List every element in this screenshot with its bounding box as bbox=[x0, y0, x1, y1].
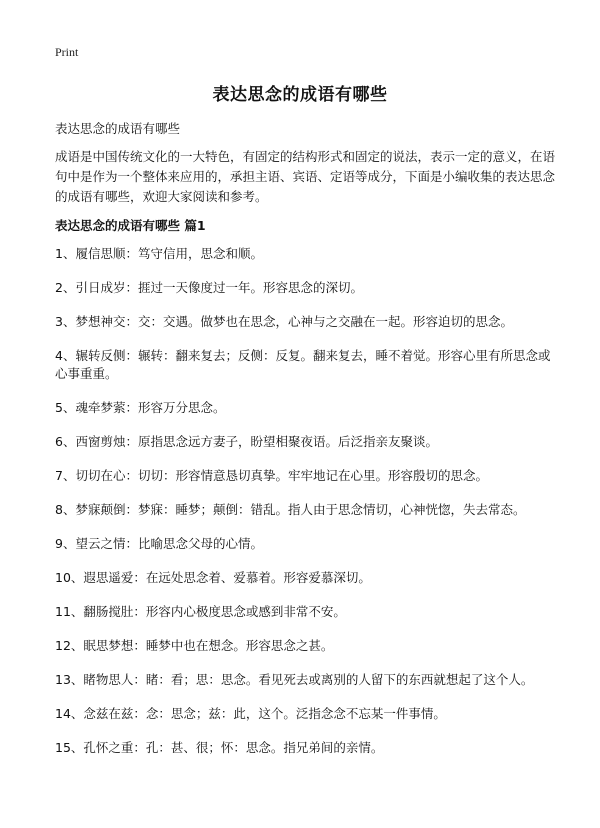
list-item: 5、魂牵梦萦：形容万分思念。 bbox=[55, 400, 226, 415]
list-item: 3、梦想神交：交：交遇。做梦也在思念，心神与之交融在一起。形容迫切的思念。 bbox=[55, 314, 513, 329]
subtitle: 表达思念的成语有哪些 bbox=[55, 121, 181, 136]
list-item: 8、梦寐颠倒：梦寐：睡梦；颠倒：错乱。指人由于思念情切，心神恍惚，失去常态。 bbox=[55, 502, 526, 517]
list-item: 4、辗转反侧：辗转：翻来复去；反侧：反复。翻来复去，睡不着觉。形容心里有所思念或心事重重。 bbox=[55, 348, 551, 381]
idiom-list bbox=[55, 245, 553, 773]
page-title: 表达思念的成语有哪些 bbox=[212, 85, 388, 105]
list-item: 1、履信思顺：笃守信用，思念和顺。 bbox=[55, 246, 263, 261]
list-item: 15、孔怀之重：孔：甚、很；怀：思念。指兄弟间的亲情。 bbox=[55, 740, 384, 755]
list-item: 2、引日成岁：捱过一天像度过一年。形容思念的深切。 bbox=[55, 280, 363, 295]
list-item: 14、念兹在兹：念：思念；兹：此，这个。泛指念念不忘某一件事情。 bbox=[55, 706, 446, 721]
list-item: 13、睹物思人：睹：看；思：思念。看见死去或离别的人留下的东西就想起了这个人。 bbox=[55, 672, 534, 687]
list-item: 12、眠思梦想：睡梦中也在想念。形容思念之甚。 bbox=[55, 638, 334, 653]
list-item: 7、切切在心：切切：形容情意恳切真挚。牢牢地记在心里。形容殷切的思念。 bbox=[55, 468, 488, 483]
print-link[interactable]: Print bbox=[55, 45, 79, 59]
list-item: 10、遐思遥爱：在远处思念着、爱慕着。形容爱慕深切。 bbox=[55, 570, 371, 585]
section-heading: 表达思念的成语有哪些 篇1 bbox=[55, 218, 206, 233]
list-item: 6、西窗剪烛：原指思念远方妻子，盼望相聚夜语。后泛指亲友聚谈。 bbox=[55, 434, 438, 449]
list-item: 11、翻肠搅肚：形容内心极度思念或感到非常不安。 bbox=[55, 604, 346, 619]
intro-paragraph: 成语是中国传统文化的一大特色，有固定的结构形式和固定的说法，表示一定的意义，在语句中是作为一个整体来应用的，承担主语、宾语、定语等成分，下面是小编收集的表达思念的成语有哪些，欢迎大家阅读和参考。 bbox=[55, 149, 556, 204]
list-item: 9、望云之情：比喻思念父母的心情。 bbox=[55, 536, 263, 551]
